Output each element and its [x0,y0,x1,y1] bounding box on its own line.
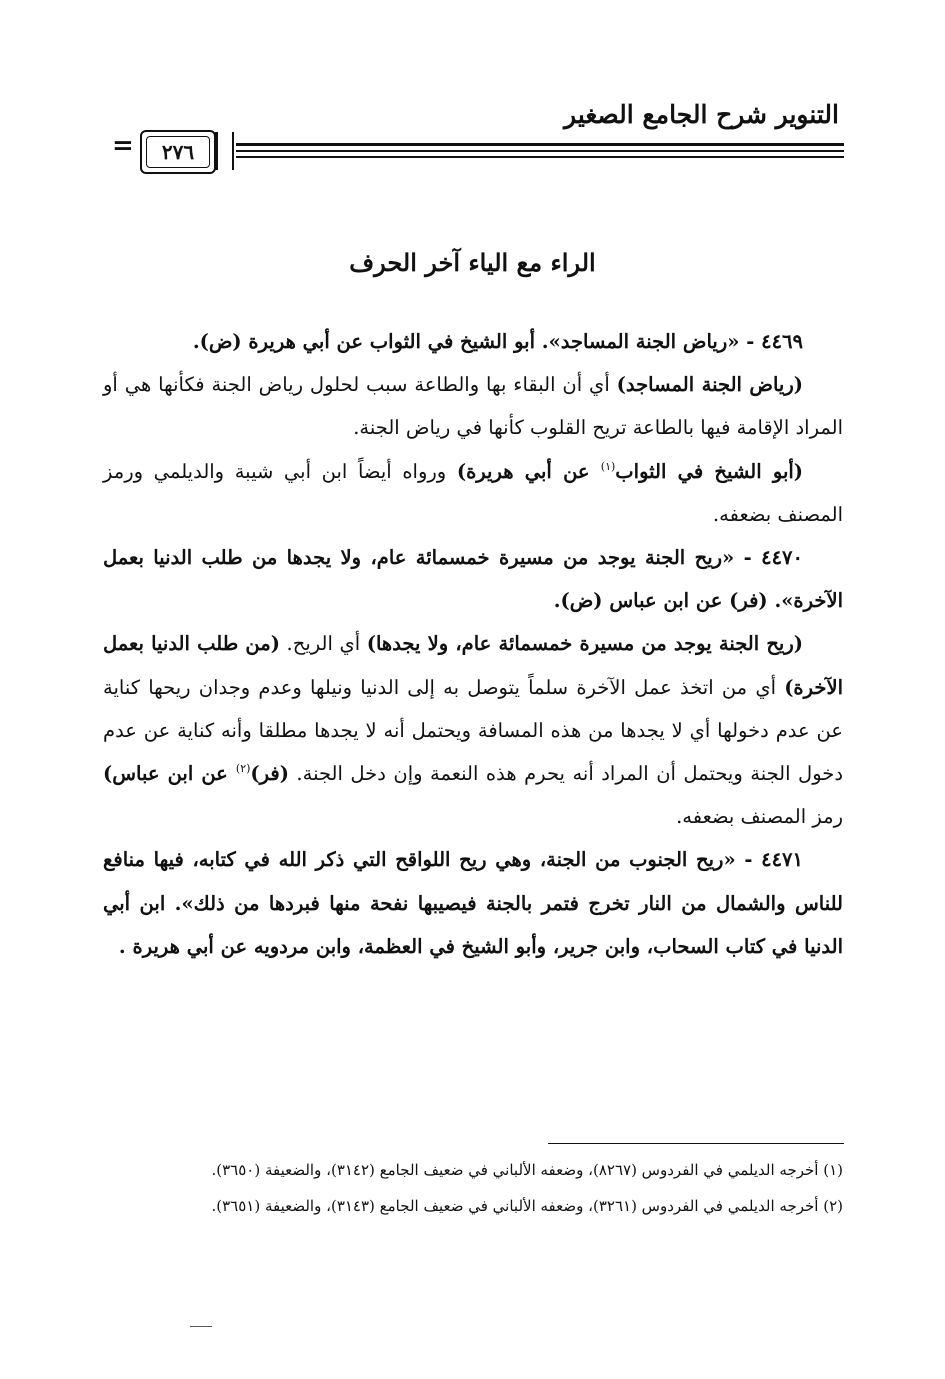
commentary-quote: (ريح الجنة يوجد من مسيرة خمسمائة عام، ولا يجدها) [366,632,803,656]
commentary-text: أي من اتخذ عمل الآخرة سلماً يتوصل به إلى الدنيا ونيلها وعدم وجدان ريحها كناية عن عدم دخولها أي لا يجدها من هذه المسافة ويحتمل أنه لا يجدها مطلقا وأنه كناية عن عدم دخول الجنة ويحتمل أن المراد أنه يحرم هذه النعمة وإن دخل الجنة. [103,675,844,786]
commentary-quote: (من طلب الدنيا بعمل الآخرة) [103,632,843,699]
header-rule [236,156,844,158]
footnote-ref-1[interactable]: (١) [600,459,616,473]
page-number-ornament [215,132,234,170]
source-quote-cont: عن أبي هريرة) [456,459,601,483]
commentary-text: أي أن البقاء بها والطاعة سبب لحلول رياض الجنة فكأنها هي أو المراد الإقامة فيها بالطاعة تريح القلوب كأنها في رياض الجنة. [103,373,843,440]
footnotes [103,1155,843,1227]
commentary-quote: (رياض الجنة المساجد) [616,373,804,397]
header-dash-ornament: = [112,131,134,161]
hadith-4469 [103,320,843,363]
page-number-box [140,130,216,174]
body-text [103,320,843,968]
source-quote: (أبو الشيخ في الثواب [615,459,804,483]
page-mark [190,1326,212,1327]
footnote-1: (١) أخرجه الديلمي في الفردوس (٨٢٦٧)، وضعفه الألباني في ضعيف الجامع (٣١٤٢)، والضعيفة (٣٦٥٠). [211,1161,843,1179]
footnote-ref-2[interactable]: (٢) [235,762,251,776]
source-abbrev: (فر) [250,762,289,786]
hadith-4471-text: ٤٤٧١ - «ريح الجنوب من الجنة، وهي ريح اللواقح التي ذكر الله في كتابه، فيها منافع للناس والشمال من النار تخرج فتمر بالجنة فيصيبها نفحة منها فبردها من ذلك». ابن أبي الدنيا في كتاب السحاب، وابن جرير، وأبو الشيخ في العظمة، وابن مردويه عن أبي هريرة . [103,848,843,958]
commentary-text: أي الريح. [279,632,367,656]
commentary-4469 [103,363,843,449]
running-header-title: التنوير شرح الجامع الصغير [564,100,839,129]
source-text: ورواه أيضاً ابن أبي شيبة والديلمي ورمز المصنف بضعفه. [103,459,843,526]
footnote-separator [548,1143,844,1144]
page-number: ٢٧٦ [161,140,195,164]
hadith-4469-text: ٤٤٦٩ - «رياض الجنة المساجد». أبو الشيخ في الثواب عن أبي هريرة (ض). [192,330,803,353]
header-rule [236,150,844,152]
commentary-text: رمز المصنف بضعفه. [676,805,843,829]
footnote-2: (٢) أخرجه الديلمي في الفردوس (٣٢٦١)، وضعفه الألباني في ضعيف الجامع (٣١٤٣)، والضعيفة (٣٦٥١). [211,1197,843,1215]
hadith-4470 [103,536,843,622]
hadith-4471 [103,838,843,968]
header-rule [236,143,844,146]
commentary-4470 [103,622,843,838]
source-note-4469 [103,450,843,536]
hadith-4470-text: ٤٤٧٠ - «ريح الجنة يوجد من مسيرة خمسمائة عام، ولا يجدها من طلب الدنيا بعمل الآخرة». (فر) عن ابن عباس (ض). [103,546,843,613]
section-title: الراء مع الياء آخر الحرف [349,248,596,277]
page-number-box-inner [146,136,210,168]
source-quote: عن ابن عباس) [103,762,236,786]
